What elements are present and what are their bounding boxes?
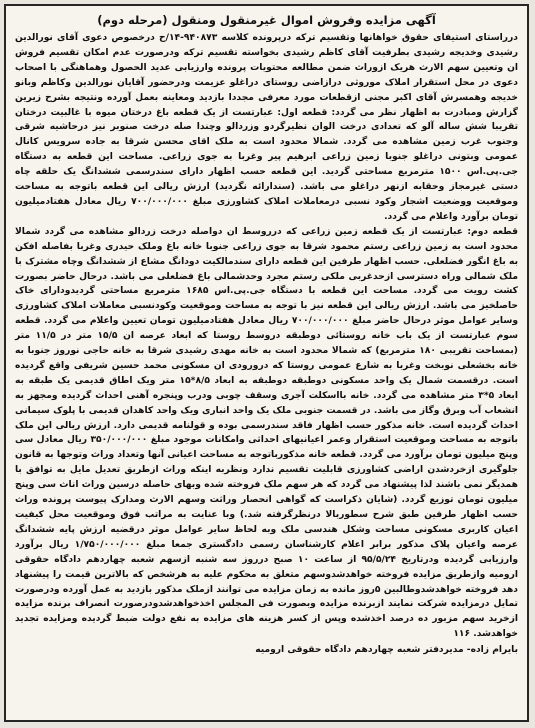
notice-paragraph-2: قطعه دوم: عبارتست از یک قطعه زمین زراعی که درروسط ان دواصله درخت زردالو مشاهده می گردد شمالا محدود است به زمین زراعی رستم محمود شرقا به جوی زراعی جنوبا خانه باغ وملک حیدری وغربا بفاصله افکن به باغ انگور فضلعلی. حسب اظهار طرفین این قطعه دارای سندمالکیت دودانگ مشاع از ششدانگ وچاه مشترک با ملک شمالی وراه دسترسی ازحدغربی ملکی رستم مجرد وحدشمالی باغ فضلعلی می باشد. درحال حاضر بصورت کشت رویت می گردد. مساحت این قطعه با دستگاه جی.پی.اس ۱۶۸۵ مترمربع مساحتی گردیدودارای خاک حاصلخیز می باشد. ارزش ریالی این قطعه نیز با توجه به مساحت وموقعیت وکودنسبی معاملات املاک کشاورزی وسایر عوامل موثر درحال حاضر مبلغ ۷۰۰/۰۰۰/۰۰۰ ریال معادل هفتادمیلیون تومان تعیین واعلام می گردد. قطعه سوم عبارتست از یک باب خانه روستائی دوطبقه دروسط روستا که ابعاد عرصه ان ۱۵/۵ متر در ۱۱/۵ متر (بمساحت تقریبی ۱۸۰ مترمربع) که شمالا محدود است به خانه مهدی رشیدی شرقا به خانه حاجی نوروز جنوبا به خانه بخشعلی نوبخت وغربا به شارع عمومی روستا که درورودی ان مسکونی محمد حسین شریفی واقع گردیده است. درقسمت شمال یک واحد مسکونی دوطبقه دوطبقه به ابعاد ۸/۵*۱۵ متر ویک اطاق قدیمی یک طبقه به ابعاد ۵*۳ متر مشاهده می گردد. خانه بااسکلت آجری وسقف چوبی ودرب وپنجره آهنی احداث گردیده ومجهز به انشعاب آب وبرق وگاز می باشد. در قسمت جنوبی ملک یک واحد انباری ویک واحد کاهدان قدیمی با پلوک سیمانی احداث گردیده است. خانه مذکور حسب اظهار فاقد سندرسمی بوده و قولنامه قدیمی دارد. ارزش ریالی این ملک باتوجه به مساحت وموقعیت استقرار وعمر اعیانیهای احداثی وامکانات موجود مبلغ ۳۵۰/۰۰۰/۰۰۰ ریال معادل سی وپنج میلیون تومان برآورد می گردد. قطعه خانه مذکورباتوجه به مساحت اعیانی آنها وتعداد وراث وتوجها به قانون جلوگیری ازخردشدن اراضی کشاورزی قابلیت تقسیم ندارد ونظربه اینکه وراث ازطریق تعدیل مایل به توافق با همدیگر نمی باشند لذا پیشنهاد می گردد که هر سهم ملک فروخته شده وبهای حاصله درسین وراث اناث سی وپنج میلیون تومان توزیع گردد. (شایان ذکراست که گواهی انحصار وراثت وسهم الارث ومدارک پیوست پرونده وراث حسب اظهار طرفین طبق شرح سطوربالا درنظرگرفته شد.) وبا عنایت به مراتب فوق وموقعیت محل کیفیت اعیان کاربری مسکونی مساحت وشکل هندسی ملک وبه لحاظ سایر عوامل موثر درقضیه ارزش پایه ششدانگ عرصه واعیان پلاک مذکور برابر اعلام کارشناسان رسمی دادگستری جمعا مبلغ ۱/۷۵۰/۰۰۰/۰۰۰ ریال برآورد وارزیابی گردیده ودرتاریخ ۹۵/۵/۲۴ از ساعت ۱۰ صبح درروز سه شنبه ازسهم شعبه چهاردهم دادگاه حقوقی ارومیه وازطریق مزایده فروخته خواهدشدوسهم متعلق به محکوم علیه به هرشخص که بالاترین قیمت را پیشنهاد دهد فروخته خواهدشدوطالبین ۵روز مانده به زمان مزایده می توانند ازملک مذکور بازدید به عمل آورده ودرصورت تمایل درمزایده شرکت نمایند ازبرنده مزایده وبصورت فی المجلس اخذخواهدشدودرصورت انصراف برنده مزایده ازخرید سهم مزبور ده درصد اخذشده وپس از کسر هزینه های مزایده به نفع دولت ضبط گردیده ومزایده تجدید خواهدشد. ۱۱۶ [15, 226, 518, 640]
notice-title: آگهی مزایده وفروش اموال غیرمنقول ومنقول (مرحله دوم) [97, 13, 436, 27]
auction-notice-page [4, 4, 529, 722]
notice-paragraph-1: درراستای استیفای حقوق خواهانها وتقسیم ترکه درپرونده کلاسه ۹۴۰۸۷۳-۱۴/ح درخصوص دعوی آقای نورالدین رشیدی وخدیجه رشیدی بطرفیت آقای کاظم رشیدی بخواسته تقسیم ترکه ودرصورت عدم امکان تقسیم فروش ان وتعیین سهم الارث هریک ازوراث ضمن مطالعه محتویات پرونده وارزیابی عدید الحصول وهماهنگی با اصحاب دعوی در محل استقرار املاک موروثی درازاضی روستای دراغلو عزیمت ودرحضور آقایان نورالدین وکاظم وبانو خدیجه وهمسرش آقای اکبر مجنی ازقطعات مورد معرفی مجددا بازدید ومعاینه بعمل آورده ونتیجه بشرح زیرین گزارش ومبادرت به اظهار نظر می گردد: قطعه اول: عبارتست از یک قطعه باغ درختان میوه با غالبیت درختان تقریبا شش ساله آلو که تعدادی درخت الوان نظیرگردو وزردالو وچندا صله درخت صنوبر نیز درحاشیه شرقی وجنوب غرب زمین مشاهده می گردد. شمالا محدود است به ملک اقای محسن شرقا به جاده سرویس کانال عمومی وبتونی دراغلو جنوبا زمین زراعی ابرهیم پیر وغربا به جوی زراعی. مساحت این قطعه به دستگاه جی.پی.اس ۱۵۰۰ مترمربع مساحتی گردید. این قطعه حسب اظهار دارای سندرسمی ششدانگ یک حلقه چاه دستی غیرمجاز وحقابه ازنهر دراغلو می باشد. (سندارائه نگردید) ارزش ریالی این قطعه باتوجه به مساحت وموقعیت ووضعیت اشجار وکود نسبی درمعاملات املاک کشاورزی مبلغ ۷۰۰/۰۰۰/۰۰۰ ریال معادل هفتادمیلیون تومان برآورد واعلام می گردد. [15, 33, 518, 222]
notice-signature: بایرام زاده- مدیردفتر شعبه چهاردهم دادگاه حقوقی ارومیه [255, 645, 518, 656]
